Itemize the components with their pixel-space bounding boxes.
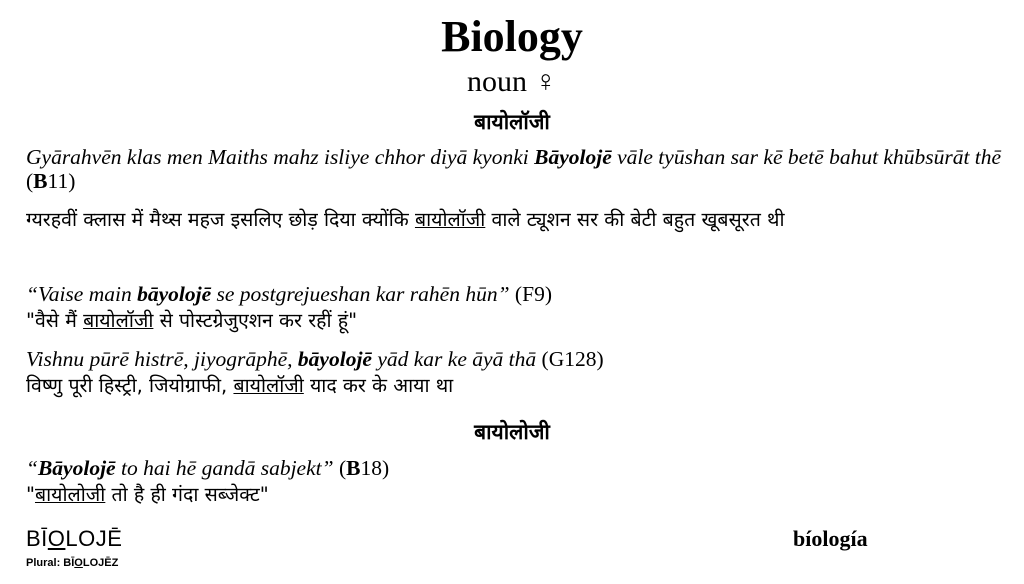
example-2-source-letter: F bbox=[522, 282, 535, 306]
example-3-source-letter: G bbox=[548, 347, 565, 371]
plural-stressed-letter: O bbox=[74, 557, 83, 569]
headword-devanagari-2: बायोलोजी bbox=[474, 420, 550, 444]
example-2-rom-after: se postgrejueshan kar rahēn hūn” bbox=[211, 282, 510, 306]
example-4-source-letter: B bbox=[346, 456, 361, 480]
example-4-source-number: 18) bbox=[360, 456, 390, 480]
example-4-dev-before: " bbox=[26, 483, 35, 506]
example-2-rom-keyword: bāyolojē bbox=[137, 282, 212, 306]
example-2-dev-after: से पोस्टग्रेजुएशन कर रहीं हूं" bbox=[153, 309, 358, 332]
example-3-dev-keyword: बायोलॉजी bbox=[233, 374, 304, 397]
example-1-source-open: ( bbox=[26, 169, 34, 193]
example-4-source-open: ( bbox=[333, 456, 347, 480]
example-1-source-number: 11) bbox=[47, 169, 76, 193]
spelling-part-1: BĪ bbox=[26, 526, 48, 551]
example-3-source-open: ( bbox=[536, 347, 549, 371]
example-1-source bbox=[26, 169, 75, 193]
plural-part-2: LOJĒZ bbox=[82, 557, 119, 569]
example-4-rom-before: “ bbox=[26, 456, 38, 480]
example-1-romanized bbox=[26, 145, 1012, 193]
example-3-dev-before: विष्णु पूरी हिस्ट्री, जियोग्राफी, bbox=[26, 374, 234, 397]
part-of-speech: noun ♀ bbox=[467, 65, 557, 98]
example-4-dev-keyword: बायोलोजी bbox=[34, 483, 106, 506]
example-3-dev-after: याद कर के आया था bbox=[303, 374, 454, 397]
example-3-rom-after: yād kar ke āyā thā bbox=[371, 347, 537, 371]
example-4-dev-after: तो है ही गंदा सब्जेक्ट" bbox=[105, 483, 269, 506]
example-1-rom-keyword: Bāyolojē bbox=[534, 145, 612, 169]
example-2-rom-before: “Vaise main bbox=[26, 282, 138, 306]
example-4-rom-after: to hai hē gandā sabjekt” bbox=[115, 456, 334, 480]
example-1-dev-after: वाले ट्यूशन सर की बेटी बहुत खूबसूरत थी bbox=[485, 208, 785, 231]
example-1-dev-before: ग्यरहवीं क्लास में मैथ्स महज इसलिए छोड़ दिया क्योंकि bbox=[26, 208, 415, 231]
example-1-devanagari bbox=[26, 201, 1012, 239]
example-3-source-number: 128) bbox=[564, 347, 604, 371]
example-2-source-number: 9) bbox=[534, 282, 552, 306]
spelling-stressed-letter: O bbox=[47, 526, 66, 551]
entry-title: Biology bbox=[441, 12, 583, 61]
example-3-devanagari bbox=[26, 367, 1012, 405]
example-4-devanagari bbox=[26, 476, 1012, 514]
headword-devanagari-1: बायोलॉजी bbox=[474, 110, 550, 134]
spelling-part-2: LOJĒ bbox=[65, 526, 123, 551]
plural-part-1: BĪ bbox=[63, 557, 75, 569]
example-2-devanagari bbox=[26, 302, 1012, 340]
example-1-dev-keyword: बायोलॉजी bbox=[414, 208, 486, 231]
example-2-source-open: ( bbox=[509, 282, 523, 306]
example-3-rom-before: Vishnu pūrē histrē, jiyogrāphē, bbox=[26, 347, 298, 371]
example-4-rom-keyword: Bāyolojē bbox=[37, 456, 116, 480]
example-1-rom-after: vāle tyūshan sar kē betē bahut khūbsūrāt thē bbox=[611, 145, 1002, 169]
example-1-source-letter: B bbox=[33, 169, 48, 193]
example-1-rom-before: Gyārahvēn klas men Maiths mahz isliye chhor diyā kyonki bbox=[26, 145, 535, 169]
example-2-dev-keyword: बायोलॉजी bbox=[83, 309, 154, 332]
example-3-rom-keyword: bāyolojē bbox=[297, 347, 372, 371]
blackletter-spelling: bíología bbox=[793, 526, 868, 551]
plural-label: Plural: bbox=[26, 557, 64, 569]
plural-spelling bbox=[26, 556, 118, 570]
example-2-dev-before: "वैसे मैं bbox=[26, 309, 84, 332]
romanized-spelling bbox=[26, 526, 122, 552]
